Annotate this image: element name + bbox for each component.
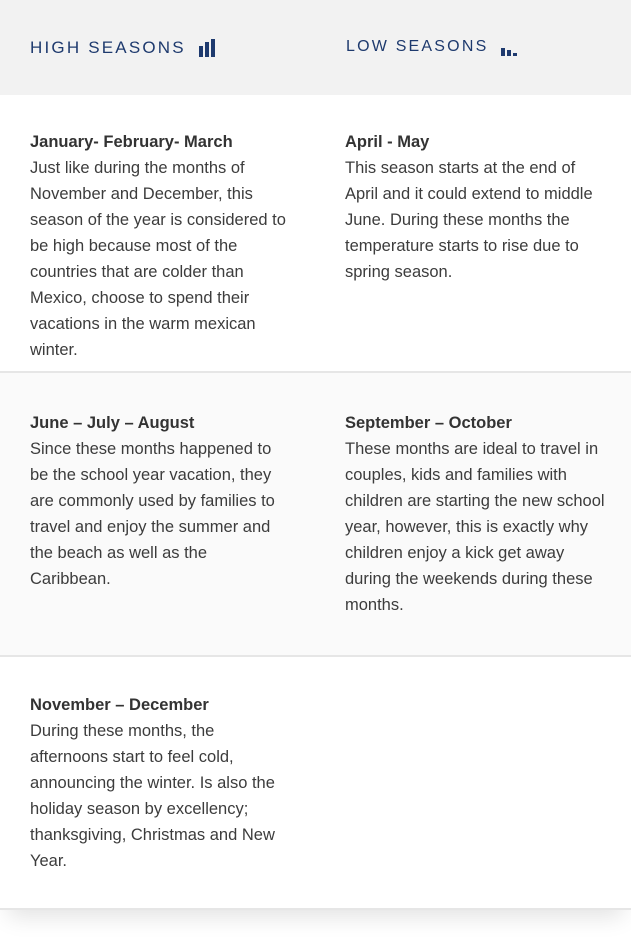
season-description: These months are ideal to travel in couples, kids and families with children are starting the new school year, however, this is exactly why children enjoy a kick get away during the weekends during these months. — [345, 440, 605, 614]
bar-chart-low-icon — [501, 38, 519, 56]
table-row — [0, 95, 631, 371]
high-seasons-header — [30, 38, 217, 58]
low-seasons-label: LOW SEASONS — [346, 38, 489, 55]
low-season-cell — [345, 410, 607, 618]
bar-chart-high-icon — [199, 39, 217, 57]
low-seasons-header — [346, 38, 519, 56]
season-title: September – October — [345, 414, 512, 432]
low-season-cell — [345, 129, 607, 285]
high-season-cell — [30, 410, 292, 592]
season-title: January- February- March — [30, 133, 233, 151]
season-title: June – July – August — [30, 414, 195, 432]
table-header — [0, 0, 631, 95]
season-description: During these months, the afternoons start to feel cold, announcing the winter. Is also the holiday season by excellency; thanksgiving, Christmas and New Year. — [30, 722, 275, 870]
season-description: This season starts at the end of April and it could extend to middle June. During these months the temperature starts to rise due to spring season. — [345, 159, 593, 281]
high-season-cell — [30, 692, 292, 874]
table-row — [0, 655, 631, 910]
season-description: Just like during the months of November and December, this season of the year is considered to be high because most of the countries that are colder than Mexico, choose to spend their vacations in the warm mexican winter. — [30, 159, 286, 359]
season-description: Since these months happened to be the school year vacation, they are commonly used by families to travel and enjoy the summer and the beach as well as the Caribbean. — [30, 440, 275, 588]
high-season-cell — [30, 129, 292, 363]
table-row — [0, 371, 631, 655]
high-seasons-label: HIGH SEASONS — [30, 38, 186, 57]
season-title: April - May — [345, 133, 430, 151]
season-title: November – December — [30, 696, 209, 714]
